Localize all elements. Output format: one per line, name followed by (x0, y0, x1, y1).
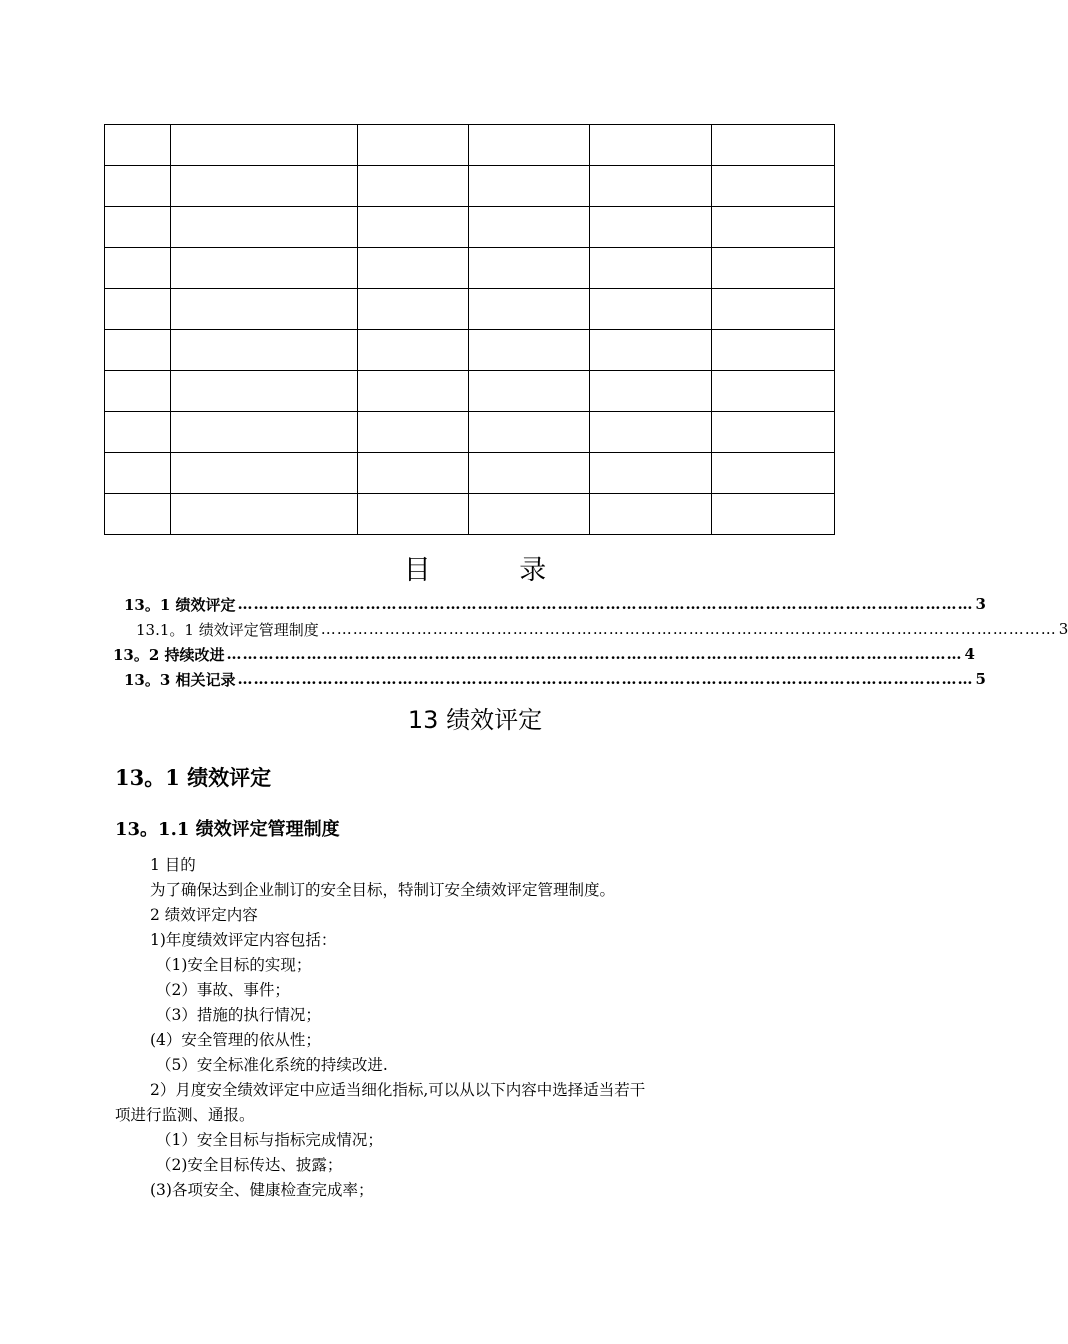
table-cell (171, 371, 358, 412)
table-row (105, 371, 835, 412)
chapter-title: 13 绩效评定 (407, 706, 543, 734)
table-row (105, 166, 835, 207)
toc-entry-page: 5 (975, 670, 986, 688)
table-cell (469, 166, 590, 207)
table-cell (358, 371, 469, 412)
table-cell (171, 248, 358, 289)
table-row (105, 453, 835, 494)
table-cell (469, 248, 590, 289)
table-cell (105, 248, 171, 289)
table-cell (105, 207, 171, 248)
toc-entry-label: 13。2 持续改进 (113, 645, 225, 664)
paragraph-line: 1 目的 (150, 856, 196, 874)
table-cell (469, 125, 590, 166)
table-cell (590, 453, 712, 494)
list-item: （1)安全目标的实现； (156, 956, 312, 974)
table-cell (590, 289, 712, 330)
table-cell (590, 207, 712, 248)
table-row (105, 207, 835, 248)
list-item: （1）安全目标与指标完成情况； (156, 1131, 383, 1149)
table-cell (469, 330, 590, 371)
section-heading: 13。1 绩效评定 (115, 765, 272, 790)
table-cell (590, 125, 712, 166)
table-cell (358, 289, 469, 330)
table-cell (171, 289, 358, 330)
table-cell (469, 289, 590, 330)
table-cell (105, 453, 171, 494)
table-cell (590, 494, 712, 535)
table-row (105, 125, 835, 166)
table-row (105, 248, 835, 289)
table-cell (469, 412, 590, 453)
paragraph-line: 项进行监测、通报。 (115, 1106, 255, 1124)
table-cell (469, 494, 590, 535)
toc-entry-page: 4 (964, 645, 975, 663)
table-cell (590, 166, 712, 207)
table-cell (712, 494, 835, 535)
table-cell (105, 125, 171, 166)
toc-title: 目 录 (403, 555, 587, 586)
list-item: （5）安全标准化系统的持续改进. (156, 1056, 388, 1074)
table-cell (712, 248, 835, 289)
table-cell (712, 207, 835, 248)
list-item: (3)各项安全、健康检查完成率； (150, 1181, 374, 1199)
table-cell (171, 453, 358, 494)
table-cell (712, 289, 835, 330)
paragraph-line: 1)年度绩效评定内容包括： (150, 931, 337, 949)
paragraph-line: 2）月度安全绩效评定中应适当细化指标,可以从以下内容中选择适当若干 (150, 1081, 646, 1099)
table-cell (590, 371, 712, 412)
table-cell (358, 494, 469, 535)
toc-entry-label: 13。3 相关记录 (124, 670, 236, 689)
toc-leader-dots: ………………………………………………………………………………………………………………………… (237, 670, 974, 688)
table-cell (171, 166, 358, 207)
table-row (105, 330, 835, 371)
table-cell (469, 371, 590, 412)
table-cell (469, 207, 590, 248)
table-cell (105, 371, 171, 412)
table-cell (358, 412, 469, 453)
toc-leader-dots: ………………………………………………………………………………………………………………………… (237, 595, 974, 613)
table-cell (171, 412, 358, 453)
list-item: （2）事故、事件； (156, 981, 290, 999)
blank-grid-table (104, 124, 835, 535)
table-cell (171, 330, 358, 371)
toc-entry-label: 13。1 绩效评定 (124, 595, 236, 614)
table-cell (712, 125, 835, 166)
table-cell (105, 289, 171, 330)
table-cell (712, 453, 835, 494)
table-row (105, 289, 835, 330)
list-item: (4）安全管理的依从性； (150, 1031, 321, 1049)
subsection-heading: 13。1.1 绩效评定管理制度 (115, 819, 340, 840)
table-cell (171, 125, 358, 166)
toc-entry-label: 13.1。1 绩效评定管理制度 (136, 620, 319, 639)
toc-entry-page: 3 (1058, 620, 1068, 638)
table-row (105, 494, 835, 535)
table-cell (358, 330, 469, 371)
table-cell (712, 412, 835, 453)
toc-leader-dots: ………………………………………………………………………………………………………………………… (226, 645, 963, 663)
table-cell (712, 371, 835, 412)
list-item: （3）措施的执行情况； (156, 1006, 321, 1024)
table-cell (712, 330, 835, 371)
toc-leader-dots: ………………………………………………………………………………………………………………………… (320, 620, 1057, 638)
list-item: （2)安全目标传达、披露； (156, 1156, 343, 1174)
table-cell (712, 166, 835, 207)
table-cell (590, 248, 712, 289)
table-cell (171, 494, 358, 535)
table-cell (358, 125, 469, 166)
table-cell (358, 166, 469, 207)
table-cell (105, 166, 171, 207)
table-cell (105, 330, 171, 371)
table-cell (358, 453, 469, 494)
paragraph-line: 为了确保达到企业制订的安全目标，特制订安全绩效评定管理制度。 (150, 881, 616, 899)
table-cell (469, 453, 590, 494)
toc-entry[interactable] (124, 667, 986, 691)
table-cell (358, 248, 469, 289)
table-cell (590, 412, 712, 453)
table-cell (171, 207, 358, 248)
toc-entry[interactable] (113, 642, 975, 666)
table-cell (105, 494, 171, 535)
toc-entry-page: 3 (975, 595, 986, 613)
toc-entry[interactable] (124, 592, 986, 616)
paragraph-line: 2 绩效评定内容 (150, 906, 258, 924)
table-cell (358, 207, 469, 248)
toc-entry[interactable] (136, 617, 1068, 641)
table-cell (590, 330, 712, 371)
table-row (105, 412, 835, 453)
table-cell (105, 412, 171, 453)
